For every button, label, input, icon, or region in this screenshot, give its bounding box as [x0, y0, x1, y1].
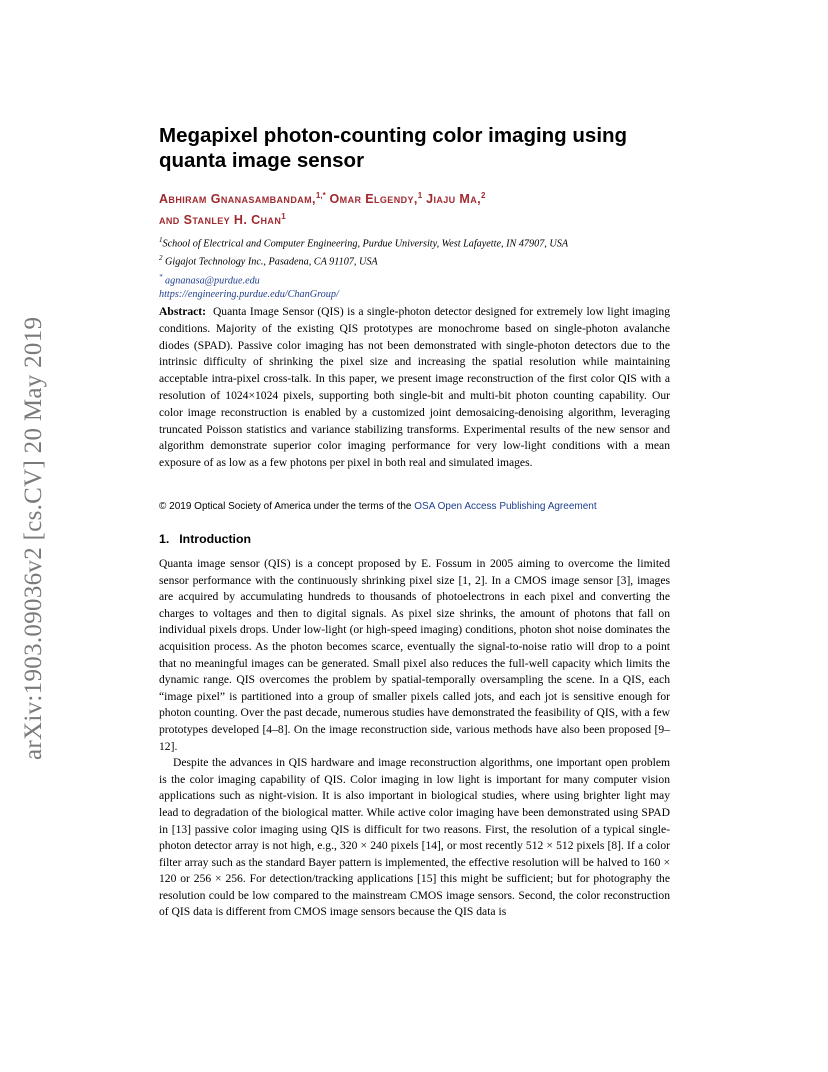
group-url-link[interactable]: https://engineering.purdue.edu/ChanGroup/ [159, 289, 339, 301]
author-list [159, 187, 670, 229]
author-name: Stanley H. Chan [183, 213, 282, 228]
section-title: Introduction [179, 532, 251, 546]
email-mark: * [159, 272, 163, 281]
author-affiliation-mark: 1,* [315, 191, 326, 200]
corresponding-email [159, 270, 670, 288]
author-affiliation-mark: 1 [417, 191, 423, 200]
abstract [159, 304, 670, 472]
introduction-body [159, 556, 670, 921]
copyright-text: © 2019 Optical Society of America under the terms of the [159, 501, 415, 512]
affiliation-text: School of Electrical and Computer Engineering, Purdue University, West Lafayette, IN 47907, USA [162, 238, 569, 250]
paragraph: Despite the advances in QIS hardware and image reconstruction algorithms, one important open problem is the color imaging capability of QIS. Color imaging in low light is important for many computer vision applications such as night-vision. It is also important in biological studies, where using brighter light may lead to degradation of the biological matter. While active color imaging have been demonstrated using SPAD in [13] passive color imaging using QIS is difficult for two reasons. First, the resolution of a typical single-photon detector array is not high, e.g., 320 × 240 pixels [14], or most recently 512 × 512 pixels [8]. If a color filter array such as the standard Bayer pattern is implemented, the effective resolution will be halved to 160 × 120 or 256 × 256. For detection/tracking applications [15] this might be sufficient; but for photography the resolution could be low compared to the mainstream CMOS image sensors. Second, the color reconstruction of QIS data is different from CMOS image sensors because the QIS data is [159, 756, 670, 919]
author-affiliation-mark: 1 [281, 212, 286, 222]
affiliations [159, 233, 670, 302]
abstract-label: Abstract: [159, 305, 207, 318]
author-name: Omar Elgendy, [325, 192, 418, 207]
author-name: Jiaju Ma, [422, 192, 482, 207]
affiliation-2 [159, 251, 670, 269]
paper-title: Megapixel photon-counting color imaging using quanta image sensor [159, 124, 628, 172]
affiliation-1 [159, 233, 670, 251]
abstract-text: Quanta Image Sensor (QIS) is a single-photon detector designed for extremely low light imaging conditions. Majority of the existing QIS prototypes are monochrome based on single-photon avalanche diodes (SPAD). Passive color imaging has not been demonstrated with single-photon detectors due to the intrinsic difficulty of shrinking the pixel size and increasing the spatial resolution while maintaining acceptable intra-pixel cross-talk. In this paper, we present image reconstruction of the first color QIS with a resolution of 1024×1024 pixels, supporting both single-bit and multi-bit photon counting capability. Our color image reconstruction is enabled by a customized joint demosaicing-denoising algorithm, leveraging truncated Poisson statistics and variance stabilizing transforms. Experimental results of the new sensor and algorithm demonstrate superior color imaging performance for very low-light conditions with a mean exposure of as low as a few photons per pixel in both real and simulated images. [159, 305, 670, 470]
author-name: Abhiram Gnanasambandam, [159, 192, 316, 207]
section-number: 1. [159, 532, 170, 546]
affiliation-mark: 1 [159, 236, 163, 244]
paragraph: Quanta image sensor (QIS) is a concept proposed by E. Fossum in 2005 aiming to overcome the limited sensor performance with the continuously shrinking pixel size [1, 2]. In a CMOS image sensor [3], images are acquired by accumulating hundreds to thousands of photoelectrons in each pixel and converting the charges to voltages and then to digital signals. As pixel size shrinks, the amount of photons that fall on individual pixels drops. Under low-light (or high-speed imaging) conditions, photon shot noise dominates the acquisition process. As the photon becomes scarce, eventually the signal-to-noise ratio will drop to a point that no meaningful images can be generated. Small pixel also reduces the full-well capacity which limits the dynamic range. QIS overcomes the problem by spatial-temporally oversampling the scene. In a QIS, each “image pixel” is partitioned into a group of smaller pixels called jots, and each jot is sensitive enough for photon counting. Over the past decade, numerous studies have demonstrated the feasibility of QIS, with a few prototypes developed [4–8]. On the image reconstruction side, various methods have also been proposed [9–12]. [159, 557, 670, 753]
author-conjunction: and [159, 213, 184, 228]
group-url [159, 288, 670, 302]
affiliation-text: Gigajot Technology Inc., Pasadena, CA 91107, USA [162, 256, 378, 268]
copyright-notice [159, 500, 670, 514]
osa-agreement-link[interactable]: OSA Open Access Publishing Agreement [414, 501, 597, 512]
affiliation-mark: 2 [159, 254, 163, 263]
author-affiliation-mark: 2 [481, 191, 486, 200]
section-heading-introduction [159, 531, 670, 547]
arxiv-identifier: arXiv:1903.09036v2 [cs.CV] 20 May 2019 [20, 316, 47, 760]
email-link[interactable]: agnanasa@purdue.edu [162, 275, 260, 287]
